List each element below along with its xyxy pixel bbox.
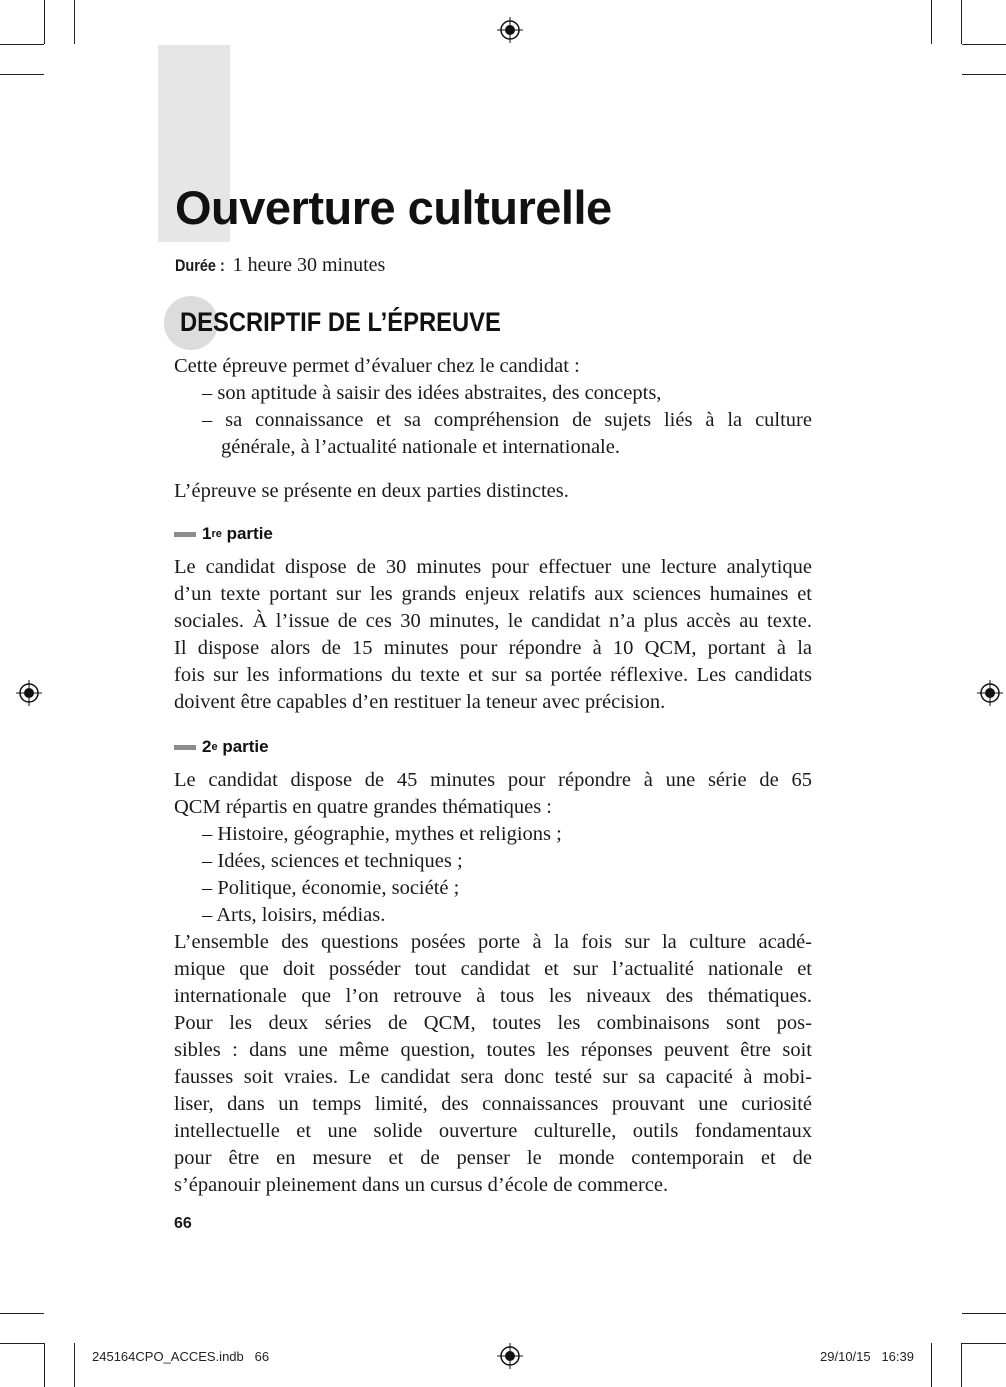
text-line: pour être en mesure et de penser le monde contemporain et de <box>174 1147 812 1169</box>
crop-mark <box>74 0 75 44</box>
registration-mark-icon <box>497 17 523 43</box>
crop-mark <box>0 1343 44 1344</box>
text-line: sibles : dans une même question, toutes les réponses peuvent être soit <box>174 1039 812 1061</box>
heading-bar-decoration <box>174 532 196 537</box>
registration-mark-icon <box>16 680 42 706</box>
text-line: s’épanouir pleinement dans un cursus d’école de commerce. <box>174 1174 669 1196</box>
themes-list <box>202 821 562 929</box>
registration-mark-icon <box>497 1343 523 1369</box>
part1-heading-sup: re <box>211 528 222 540</box>
part1-heading <box>174 524 273 544</box>
theme-item: – Histoire, géographie, mythes et religions ; <box>202 823 562 845</box>
part1-heading-text: partie <box>221 524 273 543</box>
crop-mark <box>962 74 1006 75</box>
part1-paragraph <box>174 554 812 716</box>
crop-mark <box>0 1313 44 1314</box>
text-line: Le candidat dispose de 30 minutes pour effectuer une lecture analytique <box>174 556 812 578</box>
duration-value: 1 heure 30 minutes <box>232 254 386 276</box>
crop-mark <box>961 1343 962 1387</box>
text-line: internationale que l’on retrouve à tous les niveaux des thématiques. <box>174 985 812 1007</box>
crop-mark <box>74 1343 75 1387</box>
crop-mark <box>0 44 44 45</box>
crop-mark <box>961 0 962 44</box>
theme-item: – Idées, sciences et techniques ; <box>202 850 463 872</box>
part2-heading-sup: e <box>211 741 218 753</box>
crop-mark <box>44 0 45 44</box>
parts-intro: L’épreuve se présente en deux parties distinctes. <box>174 480 569 502</box>
aim-item-continuation: générale, à l’actualité nationale et internationale. <box>221 436 620 458</box>
text-line: doivent être capables d’en restituer la teneur avec précision. <box>174 691 666 713</box>
crop-mark <box>931 1343 932 1387</box>
text-line: intellectuelle et une solide ouverture culturelle, outils fondamentaux <box>174 1120 812 1142</box>
part2-intro <box>174 767 812 821</box>
slug-filename: 245164CPO_ACCES.indb 66 <box>92 1349 270 1364</box>
text-line: Le candidat dispose de 45 minutes pour répondre à une série de 65 <box>174 769 812 791</box>
crop-mark <box>962 44 1006 45</box>
duration-label: Durée : <box>175 256 225 275</box>
chapter-title: Ouverture culturelle <box>175 181 612 234</box>
text-line: sociales. À l’issue de ces 30 minutes, le candidat n’a plus accès au texte. <box>174 610 812 632</box>
crop-mark <box>44 1343 45 1387</box>
theme-item: – Arts, loisirs, médias. <box>202 904 386 926</box>
text-line: QCM répartis en quatre grandes thématiques : <box>174 796 552 818</box>
duration-line <box>175 254 385 277</box>
part2-heading <box>174 737 269 757</box>
text-line: liser, dans un temps limité, des connaissances prouvant une curiosité <box>174 1093 812 1115</box>
section-title: DESCRIPTIF DE L’ÉPREUVE <box>180 307 501 337</box>
part2-heading-text: partie <box>217 737 269 756</box>
crop-mark <box>962 1343 1006 1344</box>
slug-datetime: 29/10/15 16:39 <box>820 1349 914 1364</box>
part2-heading-num: 2 <box>202 737 212 756</box>
crop-mark <box>962 1313 1006 1314</box>
crop-mark <box>0 74 44 75</box>
section-intro: Cette épreuve permet d’évaluer chez le candidat : <box>174 355 580 377</box>
crop-mark <box>931 0 932 44</box>
aim-item: – sa connaissance et sa compréhension de sujets liés à la culture <box>202 409 812 431</box>
page-number: 66 <box>174 1215 192 1232</box>
heading-bar-decoration <box>174 745 196 750</box>
part2-body <box>174 929 812 1199</box>
aim-item: – son aptitude à saisir des idées abstraites, des concepts, <box>202 382 662 404</box>
part1-heading-num: 1 <box>202 524 212 543</box>
text-line: d’un texte portant sur les grands enjeux relatifs aux sciences humaines et <box>174 583 812 605</box>
text-line: L’ensemble des questions posées porte à la fois sur la culture acadé- <box>174 931 812 953</box>
text-line: fois sur les informations du texte et sur sa portée réflexive. Les candidats <box>174 664 812 686</box>
text-line: Il dispose alors de 15 minutes pour répondre à 10 QCM, portant à la <box>174 637 812 659</box>
text-line: Pour les deux séries de QCM, toutes les combinaisons sont pos- <box>174 1012 812 1034</box>
text-line: mique que doit posséder tout candidat et sur l’actualité nationale et <box>174 958 812 980</box>
text-line: fausses soit vraies. Le candidat sera donc testé sur sa capacité à mobi- <box>174 1066 812 1088</box>
registration-mark-icon <box>977 680 1003 706</box>
theme-item: – Politique, économie, société ; <box>202 877 460 899</box>
